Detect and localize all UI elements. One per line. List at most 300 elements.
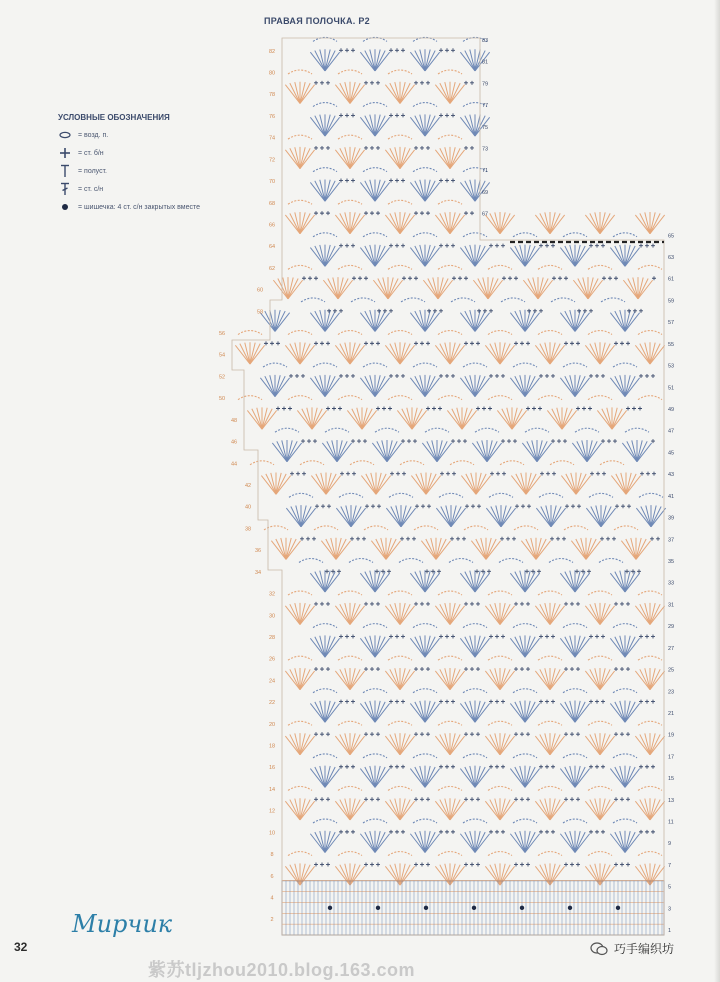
row-number-right: 43 [668, 472, 675, 479]
chart-single-crochet [475, 569, 479, 573]
chart-stitch [625, 246, 635, 266]
chart-single-crochet [320, 211, 324, 215]
chart-chain-arc [500, 461, 524, 465]
chart-chain-arc [599, 558, 623, 562]
chart-single-crochet [312, 537, 316, 541]
chart-single-crochet [314, 276, 318, 280]
chart-stitch [650, 604, 660, 624]
chart-chain-arc [388, 591, 412, 595]
chart-stitch [400, 148, 410, 168]
chart-stitch [625, 702, 635, 722]
chart-stitch [537, 441, 547, 461]
chart-stitch [290, 800, 300, 820]
chart-stitch [525, 376, 535, 396]
chart-stitch [452, 409, 462, 429]
chart-stitch [350, 604, 360, 624]
chart-stitch [525, 246, 535, 266]
chart-single-crochet [576, 602, 580, 606]
chart-single-crochet [377, 309, 381, 313]
chart-single-crochet [451, 765, 455, 769]
chart-single-crochet [551, 830, 555, 834]
chart-single-crochet [464, 862, 468, 866]
chart-single-crochet [445, 765, 449, 769]
chart-stitch [650, 865, 660, 885]
chart-single-crochet [327, 309, 331, 313]
chart-single-crochet [551, 765, 555, 769]
chart-stitch [512, 409, 522, 429]
chart-stitch [375, 637, 385, 657]
chart-single-crochet [626, 797, 630, 801]
row-number-right: 5 [668, 884, 672, 891]
chart-single-crochet [614, 667, 618, 671]
chart-single-crochet [570, 732, 574, 736]
chart-single-crochet [495, 830, 499, 834]
row-number-right: 51 [668, 385, 675, 392]
chart-single-crochet [527, 504, 531, 508]
chart-single-crochet [370, 602, 374, 606]
chart-single-crochet [339, 374, 343, 378]
chart-single-crochet [482, 407, 486, 411]
chart-stitch [391, 506, 401, 526]
chart-stitch [500, 213, 510, 233]
chart-single-crochet [614, 276, 618, 280]
chart-stitch [477, 441, 487, 461]
chart-single-crochet [326, 407, 330, 411]
chart-single-crochet [401, 244, 405, 248]
chart-chain-arc [388, 70, 412, 74]
chart-stitch [375, 116, 385, 136]
chart-stitch [415, 116, 425, 136]
chart-single-crochet [302, 276, 306, 280]
chart-single-crochet [345, 700, 349, 704]
chart-chain-arc [538, 396, 562, 400]
chart-single-crochet [302, 472, 306, 476]
chart-stitch [350, 83, 360, 103]
chart-single-crochet [587, 569, 591, 573]
chart-single-crochet [601, 439, 605, 443]
chart-single-crochet [401, 765, 405, 769]
chart-single-crochet [633, 309, 637, 313]
chart-chain-arc [363, 363, 387, 367]
chart-chain-arc [625, 428, 649, 432]
chart-chain-arc [613, 754, 637, 758]
chart-stitch [315, 702, 325, 722]
chart-single-crochet [539, 765, 543, 769]
chart-stitch [615, 246, 625, 266]
chart-single-crochet [489, 634, 493, 638]
chart-stitch [340, 83, 350, 103]
chart-single-crochet [626, 667, 630, 671]
row-number-right: 25 [668, 667, 675, 674]
chart-stitch [586, 539, 596, 559]
chart-stitch [615, 832, 625, 852]
chart-single-crochet [551, 634, 555, 638]
chart-stitch [325, 311, 335, 331]
chart-single-crochet [315, 504, 319, 508]
legend-title: УСЛОВНЫЕ ОБОЗНАЧЕНИЯ [58, 113, 170, 122]
chart-stitch [315, 181, 325, 201]
chart-single-crochet [620, 667, 624, 671]
row-number-right: 81 [482, 59, 489, 66]
chart-single-crochet [613, 439, 617, 443]
chart-chain-arc [351, 298, 375, 302]
chart-single-crochet [439, 113, 443, 117]
chart-single-crochet [437, 569, 441, 573]
chart-chain-arc [364, 526, 388, 530]
chart-chain-arc [488, 852, 512, 856]
chart-single-crochet [339, 244, 343, 248]
chart-single-crochet [583, 309, 587, 313]
chart-chain-arc [413, 103, 437, 107]
chart-single-crochet [651, 634, 655, 638]
chart-stitch [290, 148, 300, 168]
chart-chain-arc [388, 200, 412, 204]
chart-bobble [568, 906, 572, 910]
chart-stitch [550, 344, 560, 364]
chart-chain-arc [575, 428, 599, 432]
row-number-left: 76 [268, 113, 276, 120]
chart-chain-arc [638, 852, 662, 856]
chart-single-crochet [426, 407, 430, 411]
chart-chain-arc [338, 721, 362, 725]
chart-stitch [340, 669, 350, 689]
chart-single-crochet [514, 797, 518, 801]
chart-single-crochet [321, 504, 325, 508]
chart-single-crochet [426, 667, 430, 671]
chart-single-crochet [426, 862, 430, 866]
chart-chain-arc [613, 819, 637, 823]
chart-single-crochet [445, 113, 449, 117]
chart-chain-arc [363, 689, 387, 693]
chart-chain-arc [363, 103, 387, 107]
row-number-right: 31 [668, 602, 675, 609]
chart-stitch [351, 506, 361, 526]
chart-single-crochet [276, 407, 280, 411]
chart-stitch [525, 767, 535, 787]
chart-single-crochet [564, 862, 568, 866]
chart-single-crochet [615, 504, 619, 508]
chart-stitch [550, 865, 560, 885]
chart-stitch [450, 865, 460, 885]
chart-stitch [366, 474, 376, 494]
chart-single-crochet [464, 667, 468, 671]
chart-chain-arc [289, 493, 313, 497]
chart-stitch [576, 539, 586, 559]
chart-stitch [250, 344, 260, 364]
row-number-right: 3 [668, 906, 672, 913]
chart-single-crochet [352, 276, 356, 280]
chart-single-crochet [451, 244, 455, 248]
chart-single-crochet [414, 667, 418, 671]
chart-single-crochet [558, 276, 562, 280]
chart-stitch [390, 734, 400, 754]
chart-single-crochet [439, 830, 443, 834]
chart-single-crochet [656, 537, 660, 541]
chart-stitch [375, 832, 385, 852]
chart-single-crochet [527, 309, 531, 313]
watermark: 紫苏tljzhou2010.blog.163.com [148, 960, 416, 980]
chart-chain-arc [438, 265, 462, 269]
chart-single-crochet [637, 569, 641, 573]
chart-single-crochet [440, 472, 444, 476]
chart-stitch [375, 572, 385, 592]
chart-bobble [472, 906, 476, 910]
chart-stitch [425, 376, 435, 396]
chart-stitch [615, 311, 625, 331]
chart-stitch [262, 409, 272, 429]
chart-stitch [562, 409, 572, 429]
chart-single-crochet [495, 765, 499, 769]
chart-stitch [515, 572, 525, 592]
chart-chain-arc [588, 396, 612, 400]
chart-chain-arc [588, 265, 612, 269]
chart-chain-arc [363, 168, 387, 172]
chart-chain-arc [601, 298, 625, 302]
chart-title: ПРАВАЯ ПОЛОЧКА. Р2 [264, 16, 370, 26]
chart-chain-arc [363, 819, 387, 823]
chart-stitch [415, 311, 425, 331]
chart-chain-arc [600, 461, 624, 465]
wechat-label: 巧手编织坊 [614, 942, 675, 956]
chart-single-crochet [339, 830, 343, 834]
chart-chain-arc [338, 135, 362, 139]
row-number-right: 71 [482, 168, 489, 175]
chart-single-crochet [456, 537, 460, 541]
chart-chain-arc [338, 331, 362, 335]
chart-single-crochet [639, 765, 643, 769]
chart-stitch [277, 441, 287, 461]
chart-single-crochet [364, 667, 368, 671]
chart-single-crochet [345, 48, 349, 52]
chart-stitch [575, 832, 585, 852]
chart-stitch [416, 474, 426, 494]
chart-chain-arc [464, 526, 488, 530]
chart-single-crochet [345, 179, 349, 183]
chart-chain-arc [638, 591, 662, 595]
chart-stitch [450, 800, 460, 820]
chart-single-crochet [601, 244, 605, 248]
chart-single-crochet [296, 472, 300, 476]
chart-single-crochet [500, 537, 504, 541]
chart-single-crochet [370, 797, 374, 801]
chart-single-crochet [313, 439, 317, 443]
chart-single-crochet [645, 244, 649, 248]
chart-stitch [390, 800, 400, 820]
chart-stitch [591, 506, 601, 526]
chart-stitch [450, 344, 460, 364]
chart-stitch [390, 148, 400, 168]
chart-stitch [525, 311, 535, 331]
chart-stitch [401, 506, 411, 526]
chart-stitch [440, 604, 450, 624]
chart-chain-arc [488, 786, 512, 790]
chart-single-crochet [626, 732, 630, 736]
chart-stitch [327, 441, 337, 461]
chart-chain-arc [313, 819, 337, 823]
chart-single-crochet [489, 830, 493, 834]
chart-single-crochet [477, 309, 481, 313]
chart-stitch [576, 474, 586, 494]
row-number-left: 72 [268, 157, 276, 164]
chart-stitch [565, 832, 575, 852]
chart-single-crochet [432, 407, 436, 411]
chart-single-crochet [426, 81, 430, 85]
chart-single-crochet [395, 374, 399, 378]
chart-stitch [615, 767, 625, 787]
chart-single-crochet [401, 374, 405, 378]
chart-stitch [365, 311, 375, 331]
chart-stitch [450, 734, 460, 754]
chart-single-crochet [514, 732, 518, 736]
chart-single-crochet [614, 732, 618, 736]
chart-stitch [490, 213, 500, 233]
chart-single-crochet [551, 700, 555, 704]
chart-single-crochet [570, 602, 574, 606]
chart-single-crochet [646, 472, 650, 476]
chart-stitch [437, 441, 447, 461]
chart-single-crochet [595, 634, 599, 638]
chart-single-crochet [464, 732, 468, 736]
chart-chain-arc [413, 754, 437, 758]
row-number-left: 58 [256, 309, 264, 316]
chart-stitch [466, 474, 476, 494]
chart-single-crochet [576, 732, 580, 736]
chart-single-crochet [601, 830, 605, 834]
chart-stitch [650, 800, 660, 820]
chart-chain-arc [550, 461, 574, 465]
chart-chain-arc [538, 265, 562, 269]
row-number-left: 42 [244, 483, 252, 489]
chart-stitch [286, 539, 296, 559]
chart-single-crochet [651, 765, 655, 769]
chart-single-crochet [326, 797, 330, 801]
chart-single-crochet [337, 569, 341, 573]
chart-chain-arc [363, 624, 387, 628]
row-number-right: 21 [668, 710, 675, 717]
chart-single-crochet [339, 48, 343, 52]
chart-single-crochet [513, 439, 517, 443]
chart-single-crochet [620, 341, 624, 345]
chart-stitch [450, 148, 460, 168]
chart-stitch [440, 669, 450, 689]
chart-single-crochet [445, 374, 449, 378]
chart-stitch [565, 637, 575, 657]
chart-chain-arc [399, 558, 423, 562]
chart-single-crochet [295, 374, 299, 378]
chart-stitch [426, 474, 436, 494]
chart-stitch [540, 604, 550, 624]
chart-chain-arc [314, 526, 338, 530]
chart-single-crochet [464, 211, 468, 215]
chart-chain-arc [563, 363, 587, 367]
chart-single-crochet [420, 211, 424, 215]
chart-stitch [475, 246, 485, 266]
chart-single-crochet [476, 797, 480, 801]
chart-single-crochet [501, 830, 505, 834]
chart-stitch [291, 506, 301, 526]
chart-stitch [551, 506, 561, 526]
chart-stitch [415, 572, 425, 592]
chart-chain-arc [388, 331, 412, 335]
chart-stitch [601, 506, 611, 526]
chart-stitch [500, 800, 510, 820]
chart-chain-arc [425, 428, 449, 432]
chart-single-crochet [600, 537, 604, 541]
chart-chain-arc [413, 168, 437, 172]
chart-stitch [465, 572, 475, 592]
chart-stitch [440, 83, 450, 103]
chart-stitch [425, 181, 435, 201]
chart-stitch [465, 702, 475, 722]
chart-single-crochet [514, 862, 518, 866]
row-number-left: 80 [268, 70, 276, 77]
row-number-right: 65 [668, 233, 675, 240]
chart-single-crochet [589, 374, 593, 378]
chart-single-crochet [501, 765, 505, 769]
chart-stitch [240, 344, 250, 364]
chart-single-crochet [395, 113, 399, 117]
chart-stitch [490, 800, 500, 820]
chart-stitch [486, 539, 496, 559]
chart-chain-arc [463, 624, 487, 628]
chart-single-crochet [345, 113, 349, 117]
chart-stitch [301, 506, 311, 526]
chart-chain-arc [438, 200, 462, 204]
chart-stitch [276, 474, 286, 494]
chart-single-crochet [439, 634, 443, 638]
chart-single-crochet [358, 276, 362, 280]
legend-item-label: = ст. б/н [78, 149, 104, 157]
chart-stitch [640, 213, 650, 233]
chart-stitch [425, 767, 435, 787]
chart-single-crochet [601, 374, 605, 378]
chart-bobble [376, 906, 380, 910]
chart-single-crochet [314, 146, 318, 150]
row-number-right: 9 [668, 841, 672, 848]
row-number-right: 75 [482, 124, 489, 131]
chart-stitch [552, 409, 562, 429]
chart-stitch [600, 604, 610, 624]
chart-single-crochet [514, 602, 518, 606]
chart-single-crochet [502, 276, 506, 280]
chart-chain-arc [313, 233, 337, 237]
chart-single-crochet [557, 439, 561, 443]
row-number-right: 37 [668, 537, 675, 544]
chart-chain-arc [301, 298, 325, 302]
chart-single-crochet [545, 634, 549, 638]
chart-stitch [541, 506, 551, 526]
chart-stitch [625, 767, 635, 787]
chart-single-crochet [339, 765, 343, 769]
chart-stitch [325, 637, 335, 657]
chart-chain-arc [338, 265, 362, 269]
chart-stitch [390, 669, 400, 689]
chart-stitch [288, 279, 298, 299]
chart-single-crochet [570, 862, 574, 866]
chart-stitch [400, 604, 410, 624]
chart-single-crochet [401, 179, 405, 183]
chart-bobble [424, 906, 428, 910]
chart-single-crochet [351, 700, 355, 704]
row-number-right: 7 [668, 862, 672, 869]
chart-single-crochet [439, 244, 443, 248]
chart-chain-arc [513, 624, 537, 628]
chart-single-crochet [376, 211, 380, 215]
chart-stitch [575, 637, 585, 657]
chart-chain-arc [338, 852, 362, 856]
chart-stitch [325, 51, 335, 71]
chart-stitch [415, 832, 425, 852]
